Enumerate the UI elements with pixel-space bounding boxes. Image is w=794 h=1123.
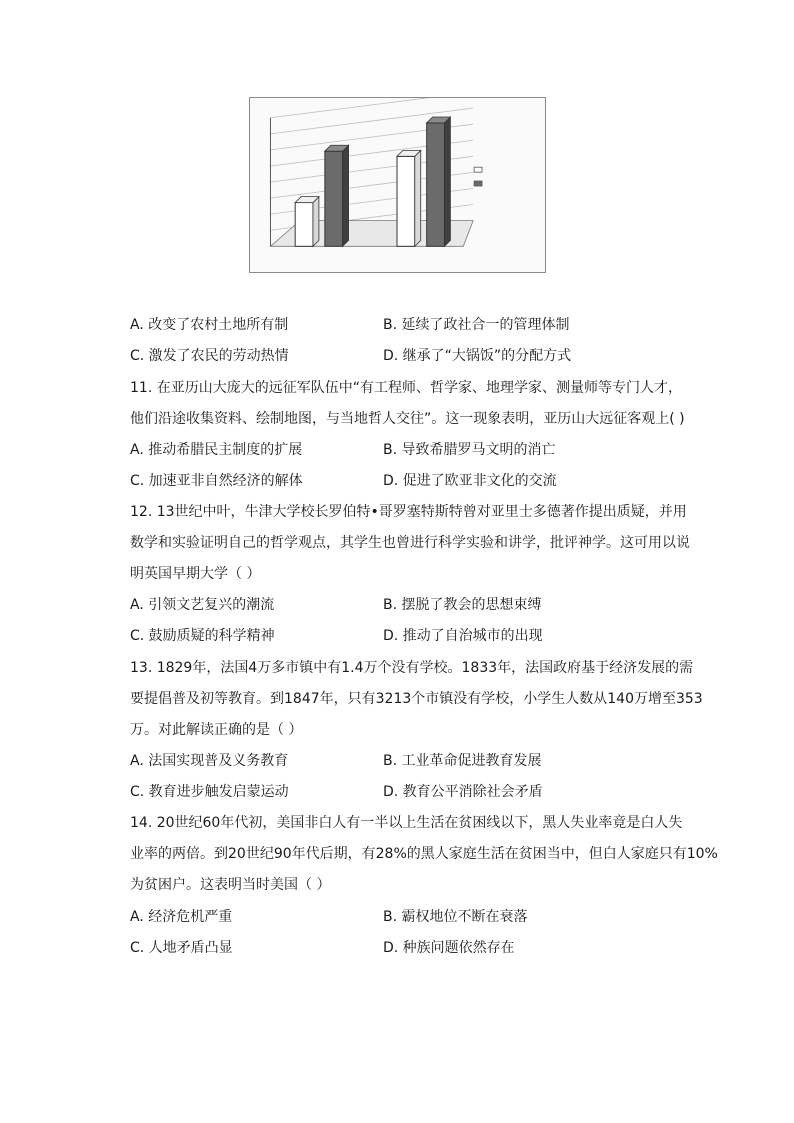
q10-option-b[interactable]: B. 延续了政社合一的管理体制 bbox=[383, 317, 570, 333]
q11-stem-line1: 11. 在亚历山大庞大的远征军队伍中“有工程师、哲学家、地理学家、测量师等专门人才， bbox=[130, 380, 682, 396]
q14-option-c[interactable]: C. 人地矛盾凸显 bbox=[130, 940, 233, 956]
q10-option-d[interactable]: D. 继承了“大锅饭”的分配方式 bbox=[383, 348, 572, 364]
q12-stem-line3: 明英国早期大学（ ） bbox=[130, 566, 261, 582]
q14-stem-line3: 为贫困户。这表明当时美国（ ） bbox=[130, 877, 331, 893]
bar-s1-c1 bbox=[295, 203, 313, 247]
q12-option-c[interactable]: C. 鼓励质疑的科学精神 bbox=[130, 628, 275, 644]
legend-swatch-series1 bbox=[474, 167, 482, 172]
q13-stem-line1: 13. 1829年，法国4万多市镇中有1.4万个没有学校。1833年，法国政府基于经济发展的需 bbox=[130, 660, 694, 676]
q11-option-b[interactable]: B. 导致希腊罗马文明的消亡 bbox=[383, 442, 556, 458]
q11-option-d[interactable]: D. 促进了欧亚非文化的交流 bbox=[383, 473, 557, 489]
q14-option-d[interactable]: D. 种族问题依然存在 bbox=[383, 940, 515, 956]
q13-stem-line2: 要提倡普及初等教育。到1847年，只有3213个市镇没有学校，小学生人数从140万增至353 bbox=[130, 691, 703, 707]
q12-option-b[interactable]: B. 摆脱了教会的思想束缚 bbox=[383, 597, 542, 613]
bar-side-s1-c2 bbox=[415, 150, 421, 246]
q10-option-a[interactable]: A. 改变了农村土地所有制 bbox=[130, 317, 289, 333]
q11-stem-line2: 他们沿途收集资料、绘制地图，与当地哲人交往”。这一现象表明，亚历山大远征客观上( ) bbox=[130, 411, 685, 427]
legend-swatch-series2 bbox=[474, 181, 482, 186]
q11-option-a[interactable]: A. 推动希腊民主制度的扩展 bbox=[130, 442, 303, 458]
q11-option-c[interactable]: C. 加速亚非自然经济的解体 bbox=[130, 473, 303, 489]
q13-option-b[interactable]: B. 工业革命促进教育发展 bbox=[383, 753, 542, 769]
q14-stem-line1: 14. 20世纪60年代初，美国非白人有一半以上生活在贫困线以下，黑人失业率竟是白人失 bbox=[130, 815, 683, 831]
q12-option-d[interactable]: D. 推动了自治城市的出现 bbox=[383, 628, 543, 644]
q12-stem-line1: 12. 13世纪中叶，牛津大学校长罗伯特•哥罗塞特斯特曾对亚里士多德著作提出质疑，并用 bbox=[130, 504, 687, 520]
q13-option-c[interactable]: C. 教育进步触发启蒙运动 bbox=[130, 784, 289, 800]
bar-chart bbox=[250, 98, 545, 272]
q14-stem-line2: 业率的两倍。到20世纪90年代后期，有28%的黑人家庭生活在贫困当中，但白人家庭只有10% bbox=[130, 846, 718, 862]
bar-s2-c2 bbox=[427, 123, 445, 246]
bar-side-s1-c1 bbox=[313, 197, 319, 247]
q12-option-a[interactable]: A. 引领文艺复兴的潮流 bbox=[130, 597, 275, 613]
bar-side-s2-c1 bbox=[343, 145, 349, 246]
q13-option-d[interactable]: D. 教育公平消除社会矛盾 bbox=[383, 784, 543, 800]
bar-side-s2-c2 bbox=[444, 117, 450, 246]
q13-stem-line3: 万。对此解读正确的是（ ） bbox=[130, 722, 303, 738]
bar-chart-figure bbox=[249, 97, 546, 273]
q10-option-c[interactable]: C. 激发了农民的劳动热情 bbox=[130, 348, 289, 364]
q14-option-a[interactable]: A. 经济危机严重 bbox=[130, 909, 233, 925]
q12-stem-line2: 数学和实验证明自己的哲学观点，其学生也曾进行科学实验和讲学，批评神学。这可用以说 bbox=[130, 535, 690, 551]
q14-option-b[interactable]: B. 霸权地位不断在衰落 bbox=[383, 909, 528, 925]
chart-gridline bbox=[270, 98, 473, 118]
bar-s1-c2 bbox=[397, 156, 415, 246]
q13-option-a[interactable]: A. 法国实现普及义务教育 bbox=[130, 753, 289, 769]
bar-s2-c1 bbox=[325, 151, 343, 246]
